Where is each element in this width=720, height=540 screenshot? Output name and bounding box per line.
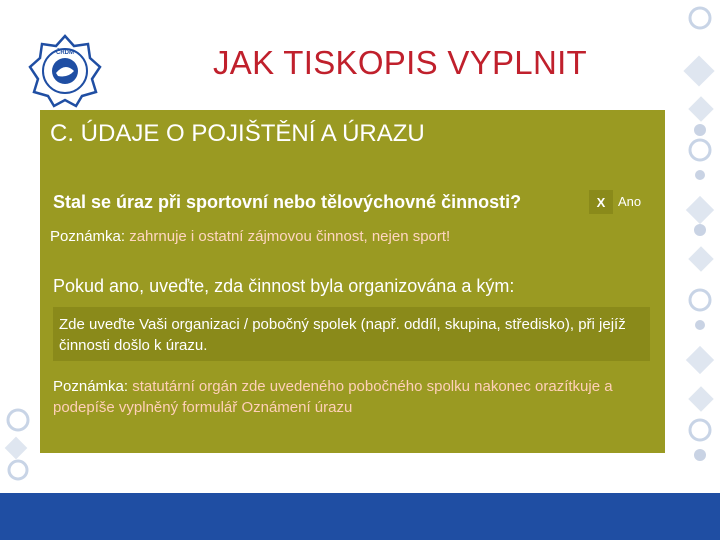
ano-label: Ano [618, 194, 642, 209]
svg-text:ČRDM: ČRDM [56, 50, 74, 56]
footer-bar [0, 493, 720, 540]
note-1-label: Poznámka: [50, 228, 126, 245]
page-title: JAK TISKOPIS VYPLNIT [212, 44, 587, 81]
ano-checkbox[interactable]: X [589, 190, 613, 214]
organization-question: Pokud ano, uveďte, zda činnost byla organizována a kým: [53, 276, 515, 296]
note-2 [53, 376, 658, 418]
organization-field[interactable]: Zde uveďte Vaši organizaci / pobočný spolek (např. oddíl, skupina, středisko), při jejíž činnosti došlo k úrazu. [53, 307, 650, 361]
sport-question: Stal se úraz při sportovní nebo tělovýchovné činnosti? [53, 192, 522, 212]
note-2-text: statutární orgán zde uvedeného pobočného spolku nakonec orazítkuje a podepíše vyplněný formulář Oznámení úrazu [53, 378, 613, 416]
note-2-label: Poznámka: [53, 378, 129, 395]
content-panel [40, 110, 665, 453]
note-1-text: zahrnuje i ostatní zájmovou činnost, nejen sport! [125, 228, 451, 245]
note-1 [50, 228, 450, 245]
section-title: C. ÚDAJE O POJIŠTĚNÍ A ÚRAZU [50, 120, 425, 147]
logo-emblem-icon [28, 34, 102, 108]
